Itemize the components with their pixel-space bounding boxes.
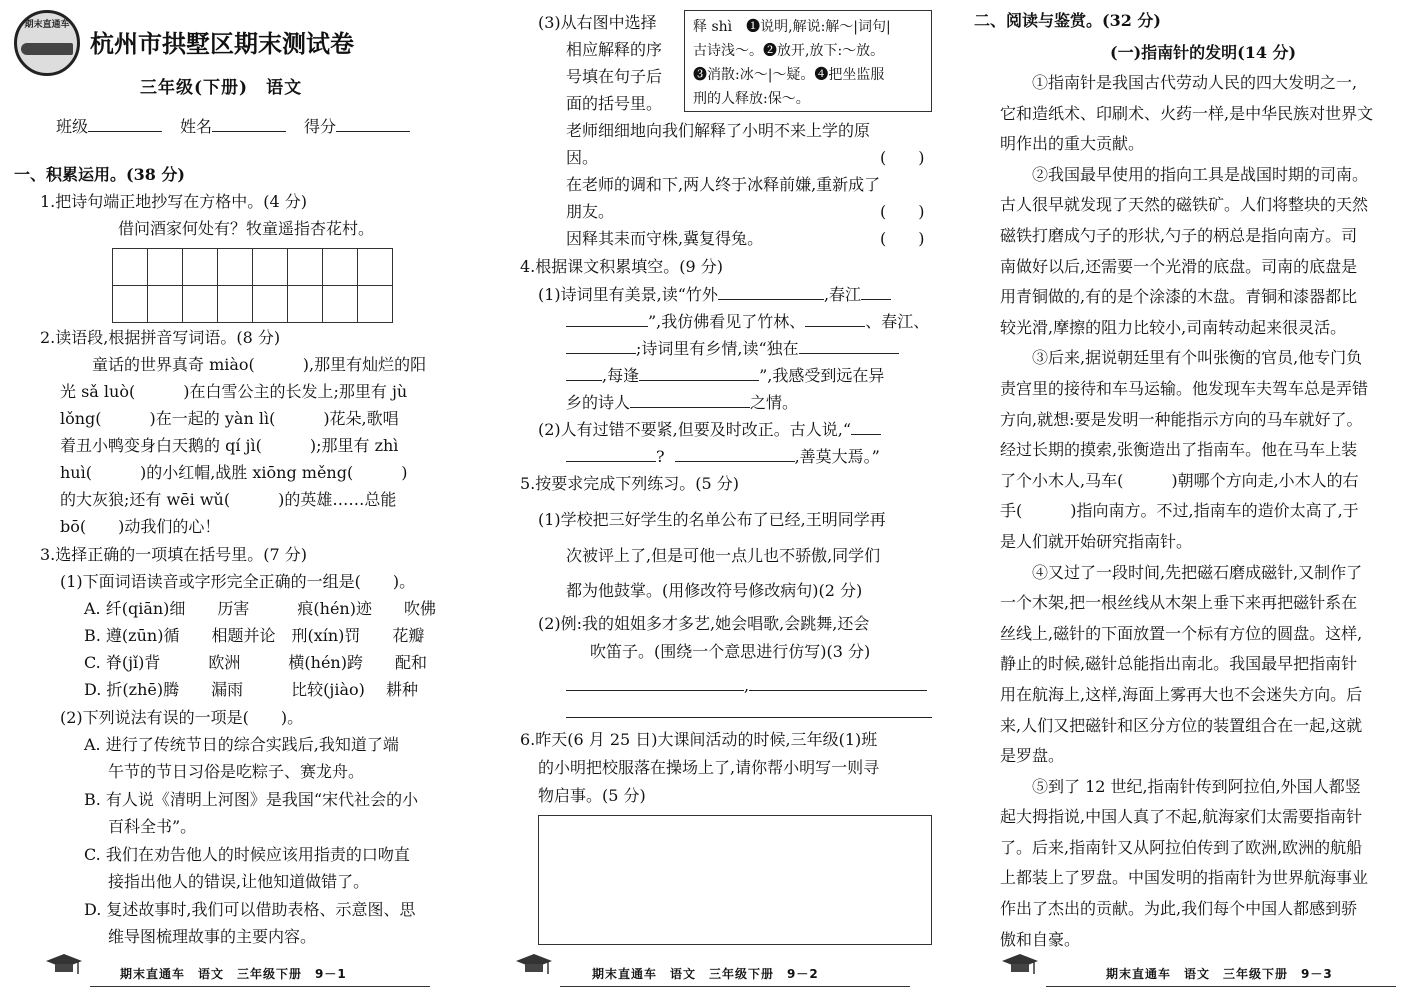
q3-option: A. 进行了传统节日的综合实践后,我知道了端	[84, 735, 399, 754]
q6-line: 物启事。(5 分)	[538, 786, 646, 805]
q3-option: C. 脊(jǐ)背 欧洲 横(hén)跨 配和	[84, 653, 427, 672]
sentence-line: 老师细细地向我们解释了小明不来上学的原	[566, 121, 871, 140]
class-label: 班级	[56, 117, 89, 136]
q4-text: ,每逢	[602, 366, 640, 385]
definition-line: ❸消散:冰～|～疑。❹把坐监服	[693, 67, 885, 83]
reading-line: 是罗盘。	[1000, 746, 1065, 765]
q3-option: 午节的节日习俗是吃粽子、赛龙舟。	[108, 762, 365, 781]
sentence-line: 在老师的调和下,两人终于冰释前嫌,重新成了	[566, 175, 881, 194]
definition-line: 刑的人释放:保～。	[693, 91, 810, 107]
q3-option: B. 有人说《清明上河图》是我国“宋代社会的小	[84, 790, 419, 809]
q3-3-line: (3)从右图中选择	[538, 13, 657, 32]
sentence-line: 因释其耒而守株,冀复得兔。	[566, 229, 764, 248]
sentence-line: 因。	[566, 148, 599, 167]
reading-line: 用在航海上,这样,海面上雾再大也不会迷失方向。后	[1000, 685, 1363, 704]
blank[interactable]	[630, 392, 750, 408]
reading-line: 作出了杰出的贡献。为此,我们每个中国人都感到骄	[1000, 899, 1358, 918]
page-footer: 期末直通车 语文 三年级下册 9－2	[592, 967, 819, 981]
notice-writing-box[interactable]	[538, 815, 932, 945]
q5-answer-line[interactable]	[566, 717, 932, 718]
section-2-heading: 二、阅读与鉴赏。(32 分)	[974, 11, 1161, 30]
q4-prompt: 4.根据课文积累填空。(9 分)	[520, 257, 724, 276]
blank[interactable]	[851, 419, 881, 435]
q4-text: (2)人有过错不要紧,但要及时改正。古人说,“	[538, 420, 852, 439]
reading-line: ①指南针是我国古代劳动人民的四大发明之一,	[1000, 73, 1358, 92]
q2-line: 的大灰狼;还有 wēi wǔ( )的英雄……总能	[60, 490, 397, 509]
name-field[interactable]	[180, 116, 286, 137]
q3-option: 百科全书”。	[108, 817, 197, 836]
q2-line: lǒng( )在一起的 yàn lì( )花朵,歌唱	[60, 409, 399, 428]
page-1	[0, 0, 470, 1000]
page-3	[960, 0, 1426, 1000]
reading-line: 手( )指向南方。不过,指南车的造价太高了,于	[1000, 501, 1359, 520]
q3-sub1: (1)下面词语读音或字形完全正确的一组是( )。	[60, 572, 416, 591]
graduation-cap-icon	[514, 952, 554, 978]
reading-line: 起大拇指说,中国人真了不起,航海家们太需要指南针	[1000, 807, 1363, 826]
score-label: 得分	[304, 117, 337, 136]
q3-sub2: (2)下列说法有误的一项是( )。	[60, 708, 304, 727]
q3-option: 接指出他人的错误,让他知道做错了。	[108, 872, 370, 891]
reading-line: 静止的时候,磁针总能指出南北。我国最早把指南针	[1000, 654, 1358, 673]
q2-line: huì( )的小红帽,战胜 xiōng měng( )	[60, 463, 408, 482]
q4-text: 乡的诗人	[566, 393, 631, 412]
blank[interactable]	[566, 311, 648, 327]
q2-line: bō( )动我们的心！	[60, 517, 221, 536]
reading-title: (一)指南针的发明(14 分)	[1110, 43, 1297, 62]
q5-line: (2)例:我的姐姐多才多艺,她会唱歌,会跳舞,还会	[538, 614, 870, 633]
reading-line: ④又过了一段时间,先把磁石磨成磁针,又制作了	[1000, 563, 1363, 582]
reading-line: 一个木架,把一根丝线从木架上垂下来再把磁针系在	[1000, 593, 1358, 612]
footer-rule	[560, 986, 910, 987]
q4-text: 之情。	[750, 393, 799, 412]
blank[interactable]	[566, 446, 656, 462]
q4-line	[566, 446, 880, 467]
definition-line: 古诗浅～。❷放开,放下:～放。	[693, 43, 885, 59]
q3-option: 维导图梳理故事的主要内容。	[108, 927, 317, 946]
q2-line: 着丑小鸭变身白天鹅的 qí jì( );那里有 zhì	[60, 436, 399, 455]
reading-line: 明作出的重大贡献。	[1000, 134, 1145, 153]
q6-line: 的小明把校服落在操场上了,请你帮小明写一则寻	[538, 758, 880, 777]
q4-text: ,春江	[823, 285, 862, 304]
q5-line: 吹笛子。(围绕一个意思进行仿写)(3 分)	[590, 642, 871, 661]
footer-rule	[1046, 986, 1396, 987]
q2-line: 童话的世界真奇 miào( ),那里有灿烂的阳	[60, 355, 427, 374]
exam-subtitle: 三年级(下册) 语文	[140, 78, 303, 98]
q3-option: D. 折(zhē)腾 漏雨 比较(jiào) 耕种	[84, 680, 418, 699]
writing-grid[interactable]	[112, 248, 393, 323]
q1-poem: 借问酒家何处有？牧童遥指杏花村。	[118, 219, 375, 238]
q4-text: ,善莫大焉。”	[794, 447, 880, 466]
q6-line: 6.昨天(6 月 25 日)大课间活动的时候,三年级(1)班	[520, 730, 878, 749]
answer-paren[interactable]: ( )	[880, 148, 925, 167]
q3-option: D. 复述故事时,我们可以借助表格、示意图、思	[84, 900, 416, 919]
reading-line: 古人很早就发现了天然的磁铁矿。人们将整块的天然	[1000, 195, 1369, 214]
q4-text: ”,我感受到远在异	[759, 366, 885, 385]
blank[interactable]	[718, 284, 824, 300]
page-footer: 期末直通车 语文 三年级下册 9－1	[120, 967, 347, 981]
blank[interactable]	[861, 284, 891, 300]
name-label: 姓名	[180, 117, 213, 136]
reading-line: 上都装上了罗盘。中国发明的指南针为世界航海事业	[1000, 868, 1369, 887]
blank[interactable]	[799, 338, 899, 354]
reading-line: 责宫里的接待和车马运输。他发现车夫驾车总是弄错	[1000, 379, 1369, 398]
q3-3-line: 号填在句子后	[566, 67, 663, 86]
q4-line	[566, 311, 929, 332]
q4-line	[566, 338, 899, 359]
q2-prompt: 2.读语段,根据拼音写词语。(8 分)	[40, 328, 281, 347]
q3-3-line: 相应解释的序	[566, 40, 663, 59]
graduation-cap-icon	[1000, 952, 1040, 978]
q4-line	[538, 284, 891, 305]
q4-text: ?	[656, 447, 665, 466]
q3-option: B. 遵(zūn)循 相题并论 刑(xín)罚 花瓣	[84, 626, 425, 645]
answer-paren[interactable]: ( )	[880, 229, 925, 248]
q5-line: 次被评上了,但是可他一点儿也不骄傲,同学们	[566, 546, 881, 565]
q4-text: 、春江、	[865, 312, 930, 331]
exam-logo	[14, 10, 80, 76]
reading-line: 它和造纸术、印刷术、火药一样,是中华民族对世界文	[1000, 104, 1374, 123]
reading-line: ③后来,据说朝廷里有个叫张衡的官员,他专门负	[1000, 348, 1363, 367]
blank[interactable]	[805, 311, 865, 327]
q5-line: 都为他鼓掌。(用修改符号修改病句)(2 分)	[566, 581, 863, 600]
section-1-heading: 一、积累运用。(38 分)	[14, 165, 185, 184]
definition-box	[684, 10, 932, 112]
reading-line: 方向,就想:要是发明一种能指示方向的马车就好了。	[1000, 410, 1363, 429]
definition-line: 释 shì ❶说明,解说:解～|词句|	[693, 19, 891, 35]
reading-line: 丝线上,磁针的下面放置一个标有方位的圆盘。这样,	[1000, 624, 1363, 643]
q3-option: C. 我们在劝告他人的时候应该用指责的口吻直	[84, 845, 410, 864]
reading-line: 傲和自豪。	[1000, 930, 1081, 949]
sentence-line: 朋友。	[566, 202, 615, 221]
blank[interactable]	[566, 365, 602, 381]
q4-line	[566, 365, 884, 386]
logo-text: 期末直通车	[24, 20, 70, 30]
reading-line: 用青铜做的,有的是个涂漆的木盘。青铜和漆器都比	[1000, 287, 1358, 306]
blank[interactable]	[639, 365, 759, 381]
q1-prompt: 1.把诗句端正地抄写在方格中。(4 分)	[40, 192, 308, 211]
comma: ,	[744, 676, 750, 695]
reading-line: 南做好以后,还需要一个光滑的底盘。司南的底盘是	[1000, 257, 1358, 276]
blank[interactable]	[675, 446, 795, 462]
blank[interactable]	[566, 338, 636, 354]
reading-line: 了个小木人,马车( )朝哪个方向走,小木人的右	[1000, 471, 1359, 490]
q4-line	[566, 392, 798, 413]
reading-line: ②我国最早使用的指向工具是战国时期的司南。	[1000, 165, 1369, 184]
q4-line	[538, 419, 881, 440]
reading-line: 来,人们又把磁针和区分方位的装置组合在一起,这就	[1000, 716, 1363, 735]
q5-answer-line[interactable]	[566, 675, 927, 696]
footer-rule	[90, 986, 430, 987]
q5-line: (1)学校把三好学生的名单公布了已经,王明同学再	[538, 510, 886, 529]
reading-line: 是人们就开始研究指南针。	[1000, 532, 1193, 551]
q5-prompt: 5.按要求完成下列练习。(5 分)	[520, 474, 740, 493]
reading-line: 磁铁打磨成勺子的形状,勺子的柄总是指向南方。司	[1000, 226, 1358, 245]
class-field[interactable]	[56, 116, 162, 137]
exam-title: 杭州市拱墅区期末测试卷	[90, 29, 354, 58]
q4-text: ”,我仿佛看见了竹林、	[648, 312, 806, 331]
reading-line: 经过长期的摸索,张衡造出了指南车。他在马车上装	[1000, 440, 1358, 459]
answer-paren[interactable]: ( )	[880, 202, 925, 221]
reading-line: 了。后来,指南针又从阿拉伯传到了欧洲,欧洲的航船	[1000, 838, 1363, 857]
train-icon	[21, 43, 73, 55]
reading-line: 较光滑,摩擦的阻力比较小,司南转动起来很灵活。	[1000, 318, 1347, 337]
page-footer: 期末直通车 语文 三年级下册 9－3	[1106, 967, 1333, 981]
score-field[interactable]	[304, 116, 410, 137]
page-2	[486, 0, 946, 1000]
q3-option: A. 纤(qiān)细 历害 痕(hén)迹 吹佛	[84, 599, 436, 618]
q3-prompt: 3.选择正确的一项填在括号里。(7 分)	[40, 545, 308, 564]
q4-text: ;诗词里有乡情,读“独在	[636, 339, 799, 358]
q4-text: (1)诗词里有美景,读“竹外	[538, 285, 718, 304]
q2-line: 光 sǎ luò( )在白雪公主的长发上;那里有 jù	[60, 382, 408, 401]
q3-3-line: 面的括号里。	[566, 94, 663, 113]
graduation-cap-icon	[44, 952, 84, 978]
reading-line: ⑤到了 12 世纪,指南针传到阿拉伯,外国人都竖	[1000, 777, 1361, 796]
